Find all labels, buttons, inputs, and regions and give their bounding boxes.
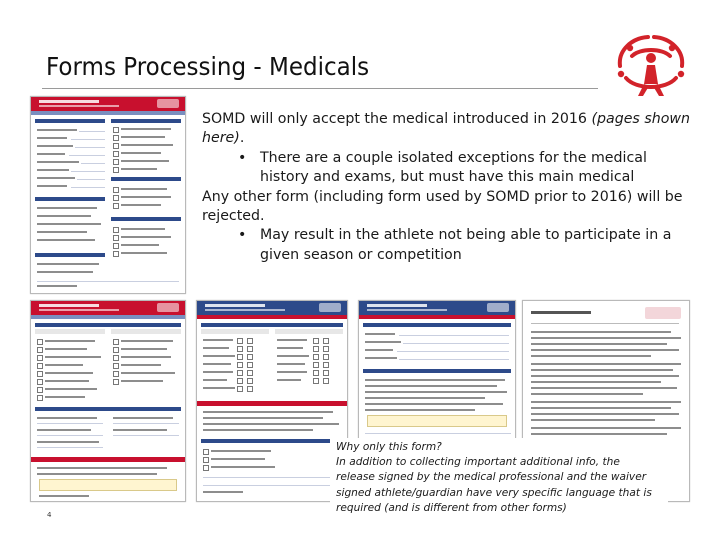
- form-thumbnail-health-history-1: [30, 96, 186, 294]
- title-divider: [42, 88, 598, 89]
- paragraph-1-text: SOMD will only accept the medical introduced in 2016: [202, 111, 592, 127]
- paragraph-1-end: .: [239, 130, 245, 147]
- paragraph-1: [202, 110, 698, 149]
- body-text: [202, 110, 698, 265]
- bullet-2-text: May result in the athlete not being able to participate in a given season or competition: [260, 227, 672, 263]
- callout-box: [330, 438, 668, 520]
- bullet-icon: •: [238, 149, 247, 166]
- bullet-1-text: There are a couple isolated exceptions for the medical history and exams, but must have this main medical: [260, 149, 647, 186]
- callout-heading: Why only this form?: [336, 441, 442, 453]
- bullet-item-1: [202, 149, 698, 188]
- paragraph-2: Any other form (including form used by SOMD prior to 2016) will be rejected.: [202, 188, 683, 225]
- form-thumbnail-health-history-2: [30, 300, 186, 502]
- paragraph-1-italic: (pages shown here): [202, 111, 690, 147]
- bullet-icon: •: [238, 227, 247, 244]
- special-olympics-logo-icon: [610, 28, 692, 100]
- callout-body: In addition to collecting important additional info, the release signed by the medical professional and the waiver signed athlete/guardian have very specific language that is required (and is different from other forms): [336, 456, 652, 514]
- bullet-item-2: [202, 226, 698, 265]
- page-number: 4: [47, 511, 52, 519]
- slide-title: Forms Processing - Medicals: [46, 52, 370, 81]
- form-thumbnail-physical-exam: [196, 300, 348, 502]
